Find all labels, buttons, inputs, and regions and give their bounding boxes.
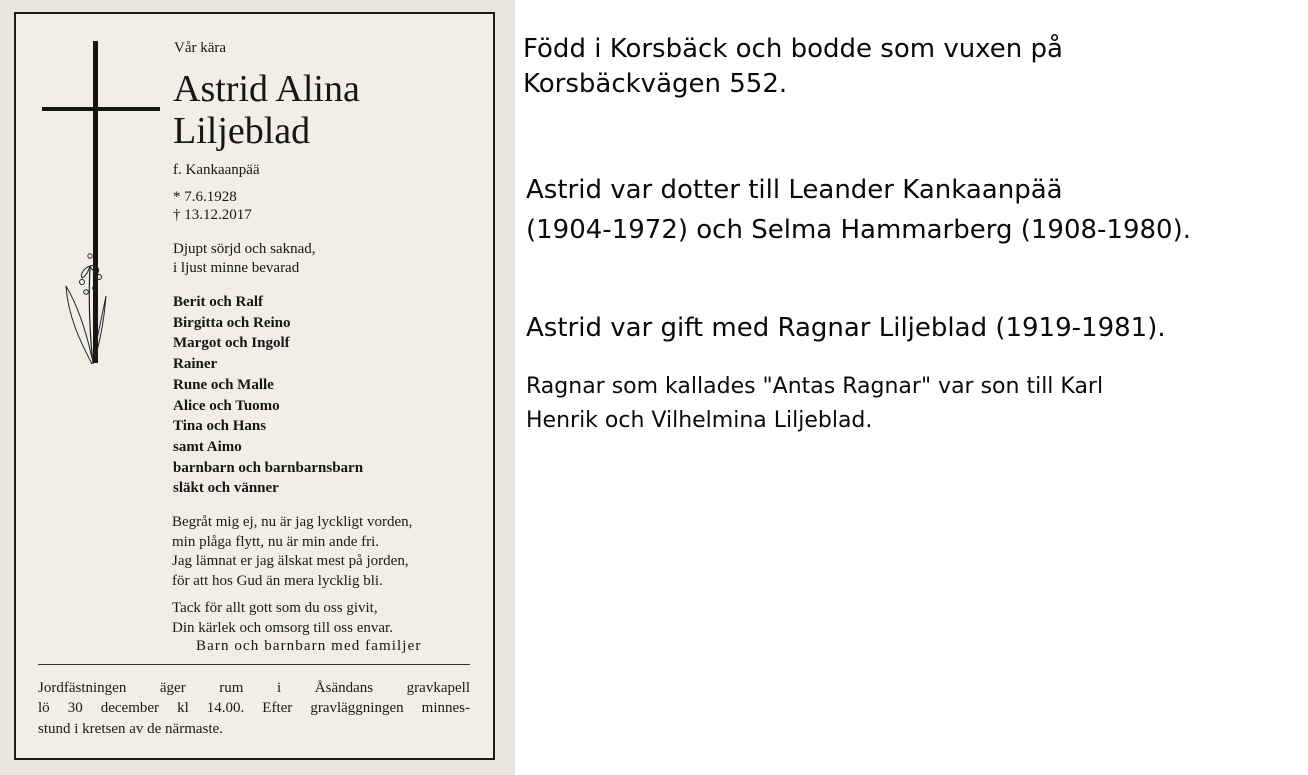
spouse-note-line: Astrid var gift med Ragnar Liljeblad (1919-1981). bbox=[526, 313, 1166, 343]
birth-date: * 7.6.1928 bbox=[173, 189, 237, 205]
mourner-item: Rune och Malle bbox=[173, 376, 274, 393]
newspaper-clipping bbox=[0, 0, 515, 775]
death-date: † 13.12.2017 bbox=[173, 207, 252, 223]
poem-line: Begråt mig ej, nu är jag lyckligt vorden, bbox=[172, 514, 413, 530]
memorial-poem bbox=[172, 513, 412, 592]
origin-note-line: Född i Korsbäck och bodde som vuxen på bbox=[523, 34, 1063, 64]
deceased-name-last: Liljeblad bbox=[173, 110, 311, 152]
intro-text: Vår kära bbox=[174, 40, 227, 56]
spouse-parents-note-line: Henrik och Vilhelmina Liljeblad. bbox=[526, 408, 873, 433]
cross-icon-horizontal bbox=[42, 107, 160, 111]
funeral-info bbox=[38, 678, 470, 739]
mourner-item: Tina och Hans bbox=[173, 418, 267, 435]
mourner-item: barnbarn och barnbarnsbarn bbox=[173, 459, 364, 476]
mourner-item: Rainer bbox=[173, 356, 218, 373]
mourning-line: i ljust minne bevarad bbox=[173, 260, 300, 276]
mourner-item: Alice och Tuomo bbox=[173, 397, 280, 414]
poem-line: min plåga flytt, nu är min ande fri. bbox=[172, 533, 380, 550]
spouse-note bbox=[526, 310, 1166, 346]
mourners-list bbox=[173, 292, 363, 499]
thanks-line: Din kärlek och omsorg till oss envar. bbox=[172, 619, 393, 636]
family-signature: Barn och barnbarn med familjer bbox=[196, 638, 422, 654]
funeral-info-line: Jordfästningen äger rum i Åsändans gravkapell bbox=[38, 680, 470, 696]
spouse-parents-note bbox=[526, 370, 1103, 438]
parents-note bbox=[526, 170, 1191, 250]
poem-line: Jag lämnat er jag älskat mest på jorden, bbox=[172, 553, 409, 570]
maiden-name: f. Kankaanpää bbox=[173, 162, 260, 178]
funeral-info-line: stund i kretsen av de närmaste. bbox=[38, 720, 223, 737]
mourning-line: Djupt sörjd och saknad, bbox=[173, 241, 316, 257]
thanks-line: Tack för allt gott som du oss givit, bbox=[172, 600, 378, 616]
funeral-info-line: lö 30 december kl 14.00. Efter gravläggningen minnes- bbox=[38, 700, 470, 717]
parents-note-line: Astrid var dotter till Leander Kankaanpää bbox=[526, 175, 1063, 205]
obituary-frame bbox=[14, 12, 495, 760]
mourner-item: släkt och vänner bbox=[173, 480, 279, 497]
lily-icon bbox=[60, 246, 110, 364]
parents-note-line: (1904-1972) och Selma Hammarberg (1908-1980). bbox=[526, 215, 1191, 245]
mourner-item: samt Aimo bbox=[173, 438, 242, 455]
divider-line bbox=[38, 664, 470, 665]
mourner-item: Margot och Ingolf bbox=[173, 335, 290, 352]
mourner-item: Berit och Ralf bbox=[173, 294, 263, 310]
thanks-text bbox=[172, 599, 393, 638]
origin-note bbox=[523, 32, 1063, 102]
origin-note-line: Korsbäckvägen 552. bbox=[523, 69, 788, 99]
deceased-name-first: Astrid Alina bbox=[173, 68, 360, 110]
spouse-parents-note-line: Ragnar som kallades "Antas Ragnar" var son till Karl bbox=[526, 374, 1104, 399]
mourner-item: Birgitta och Reino bbox=[173, 314, 291, 331]
poem-line: för att hos Gud än mera lycklig bli. bbox=[172, 573, 383, 590]
